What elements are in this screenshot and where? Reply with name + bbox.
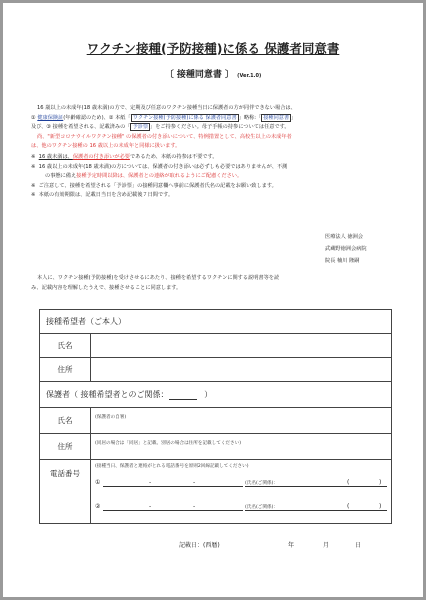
consent-form-table (39, 309, 392, 524)
note-5-a: 本紙の有効期限は、記載日当日を含め記載後７日間です。 (38, 192, 174, 198)
applicant-name-field[interactable] (91, 334, 392, 358)
note-3-b: 接種予定時間以降は、保護者との連絡が取れるようにご配慮ください。 (76, 173, 243, 179)
intro-l3c: 」をご持参ください。母子手帳の持参については任意です。 (150, 124, 290, 130)
org-name: 医療法人 徳洲会 (325, 234, 363, 240)
applicant-address-label: 住所 (40, 358, 91, 382)
consent-line-1: 本人に、ワクチン接種(予防接種)を受けさせるにあたり、接種を希望するワクチンに関する説明書等を読 (37, 275, 280, 281)
guardian-address-field[interactable] (91, 434, 392, 460)
date-day: 日 (355, 542, 362, 549)
phone-entry-2[interactable] (95, 499, 391, 523)
note-4-a: ご注意して、接種を希望される「予診票」の接種同意欄へ事前に保護者氏名の記載をお願い致します。 (38, 182, 277, 189)
intro-l2c: (年齢確認のため)、② 本紙「 (63, 114, 131, 121)
intro-line-2 (3, 114, 423, 124)
document-subtitle (3, 71, 423, 80)
note-1-b: 保護者の付き添いが必要 (72, 154, 130, 160)
guardian-header (40, 382, 392, 408)
note-1-a: 16 歳未満は、 (38, 154, 73, 160)
intro-paragraph (3, 104, 423, 152)
phone-label: 電話番号 (40, 460, 91, 524)
intro-line-5: は、他のワクチン接種の 16 歳以上の未成年と同様に扱います。 (31, 143, 181, 149)
paren-close-2: ) (379, 503, 382, 510)
phone-dash-2a: - (149, 503, 152, 510)
phone-relation-2: (氏名(ご関係)： (245, 505, 278, 510)
guardian-header-text: 保護者（ 接種希望者とのご関係： (46, 390, 169, 399)
note-2 (3, 163, 423, 173)
applicant-header-row (40, 310, 392, 334)
note-mark: ※ (31, 192, 36, 198)
intro-l3a: 及び、③ 接種を希望される、記載済みの「 (31, 124, 131, 130)
note-mark: ※ (31, 154, 36, 160)
applicant-name-label: 氏名 (40, 334, 91, 358)
guardian-address-row (40, 434, 392, 460)
insurance-card-text: 健康保険証 (37, 114, 64, 121)
guardian-address-note: (同居の場合は「同居」と記載、別居の場合は住所を記載してください) (95, 441, 241, 446)
note-1-c: であるため、本紙の持参は不要です。 (129, 154, 218, 160)
document-title: ワクチン接種(予防接種)に係る 保護者同意書 (86, 41, 340, 56)
consent-statement (3, 274, 423, 293)
relationship-field[interactable] (169, 390, 197, 400)
phone-num-1: ① (95, 479, 101, 486)
hospital-name: 武蔵野徳洲会病院 (325, 246, 367, 252)
guardian-name-field[interactable] (91, 408, 392, 434)
guardian-header-row (40, 382, 392, 408)
phone-dash-2b: - (193, 503, 196, 510)
intro-line-3 (3, 123, 423, 133)
paren-close-1: ) (379, 479, 382, 486)
applicant-address-row (40, 358, 392, 382)
subtitle-text: 〔 接種同意書 〕 (164, 70, 235, 80)
note-mark: ※ (31, 182, 36, 189)
note-5 (3, 191, 423, 201)
consent-line-2: み、記載内容を理解したうえで、接種させることに同意します。 (31, 284, 182, 291)
document-page (3, 3, 423, 597)
guardian-header-end: ） (204, 390, 213, 399)
phone-num-2: ② (95, 503, 101, 510)
date-label: 記載日：(西暦) (179, 542, 220, 549)
paren-open-2: ( (347, 503, 350, 510)
director-name: 院長 楠川 隆嗣 (325, 258, 360, 264)
phone-number-line-1[interactable] (103, 477, 243, 487)
phone-row-container (40, 460, 392, 524)
note-3-a: の事態に備え (45, 173, 77, 179)
phone-note: (接種当日、保護者と連絡がとれる電話番号を原則2回線記載してください) (95, 464, 249, 469)
note-1 (3, 153, 423, 163)
phone-relation-line-2[interactable] (245, 501, 387, 511)
intro-line-4: 尚、"新型コロナウイルワクチン接種" の保護者の付き添いについて、特例措置として、高校生以上の未成年者 (37, 133, 292, 140)
phone-relation-line-1[interactable] (245, 477, 387, 487)
date-month: 月 (323, 542, 330, 549)
consent-form-short: 接種同意書 (263, 114, 290, 121)
note-mark: ※ (31, 163, 36, 170)
applicant-name-row (40, 334, 392, 358)
date-year: 年 (288, 542, 295, 549)
consent-form-name: ワクチン接種(予防接種)に係る 保護者同意書 (132, 114, 237, 121)
guardian-name-row (40, 408, 392, 434)
phone-dash-1b: - (193, 479, 196, 486)
applicant-address-field[interactable] (91, 358, 392, 382)
guardian-name-label: 氏名 (40, 408, 91, 434)
phone-entry-1[interactable] (95, 475, 391, 499)
notes-list (3, 153, 423, 201)
intro-l2g: 」 (291, 114, 297, 121)
phone-field-area (91, 460, 392, 524)
intro-line-1: 16 歳以上の未成年(18 歳未満)の方で、定期及び任意のワクチン接種当日に保護者の方が同伴できない場合は、 (37, 105, 296, 111)
intro-l2a: ① (31, 114, 38, 121)
phone-number-line-2[interactable] (103, 501, 243, 511)
phone-relation-1: (氏名(ご関係)： (245, 481, 278, 486)
intro-l2e: 」略称:「 (238, 114, 262, 121)
questionnaire-text: 予診票 (132, 124, 149, 130)
phone-dash-1a: - (149, 479, 152, 486)
paren-open-1: ( (347, 479, 350, 486)
version-label: (Ver.1.0) (237, 73, 262, 79)
guardian-address-label: 住所 (40, 434, 91, 460)
note-2-a: 16 歳以上の未成年(18 歳未満)の方については、保護者の付き添いは必ずしも必要ではありませんが、不測 (38, 163, 288, 170)
note-3 (3, 172, 423, 182)
applicant-header: 接種希望者（ご本人） (40, 310, 392, 334)
note-4 (3, 182, 423, 192)
guardian-name-note: (保護者の自署) (95, 415, 127, 420)
